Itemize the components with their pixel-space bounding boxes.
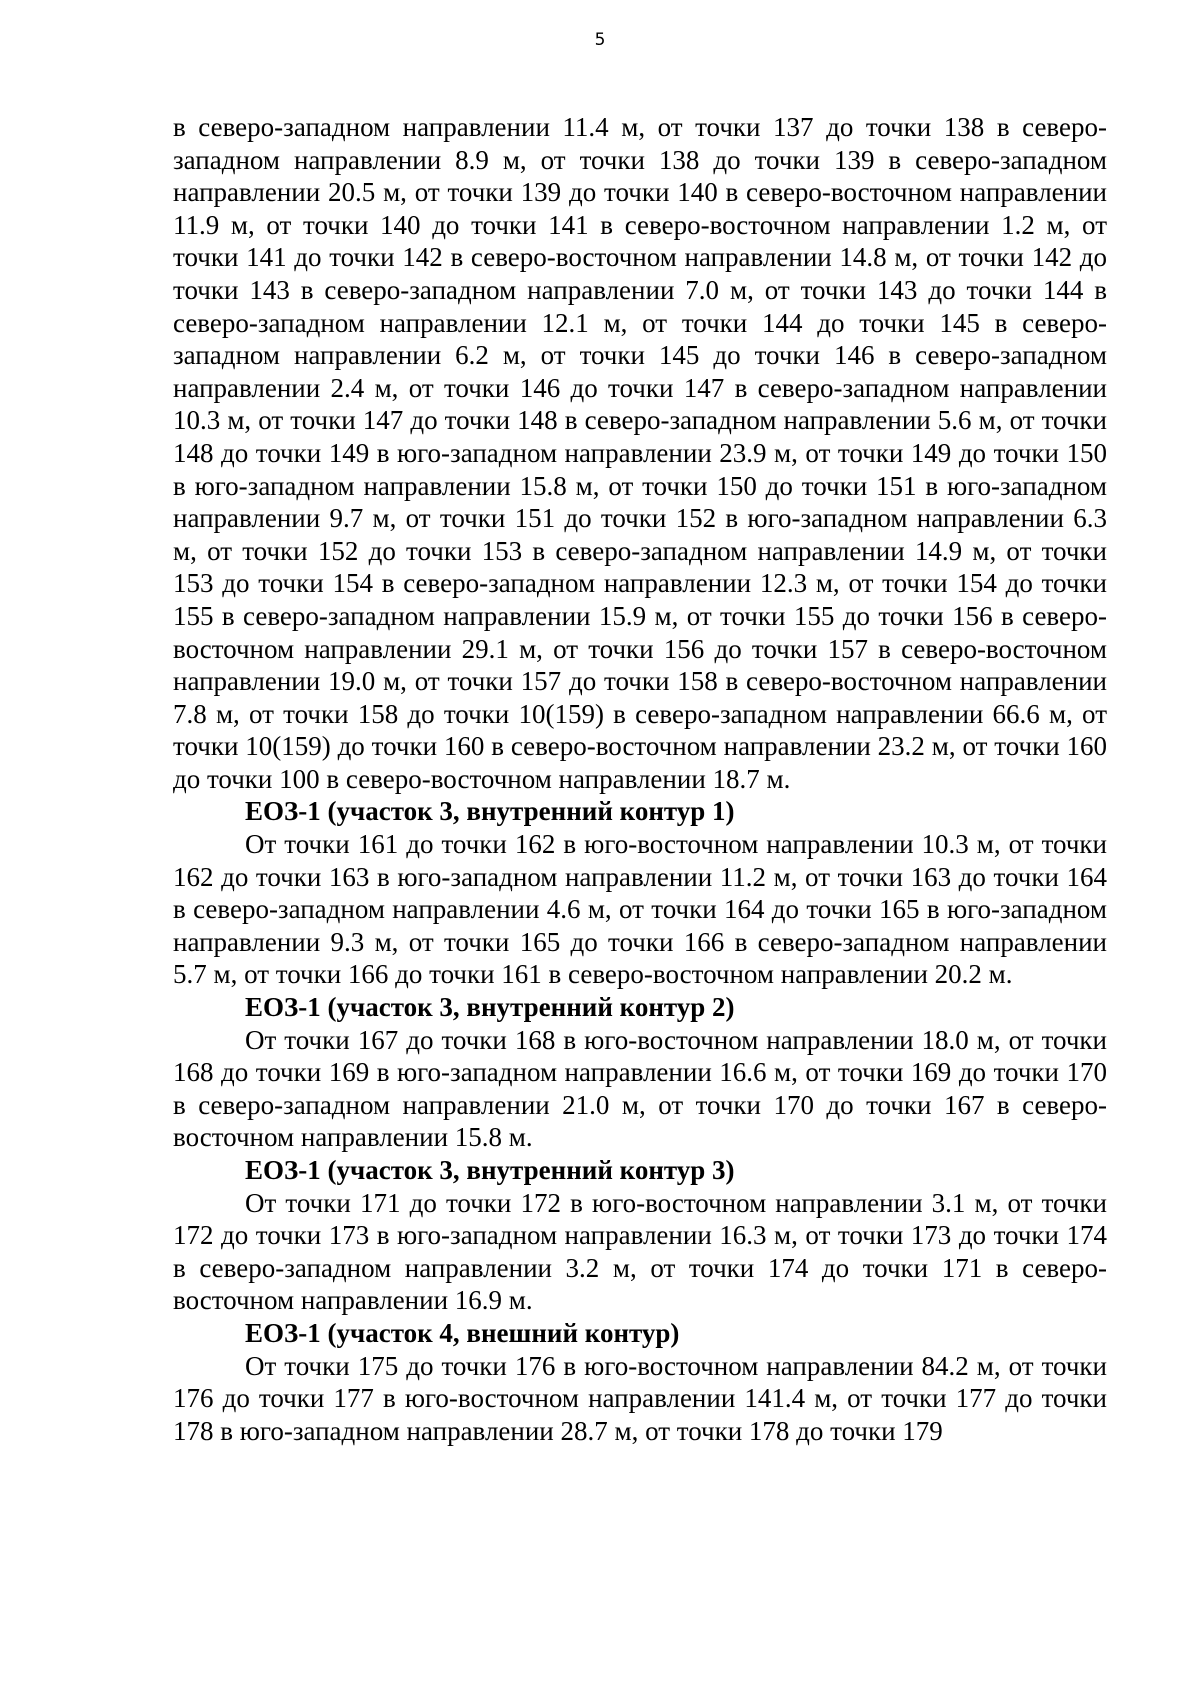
continuation-paragraph: в северо-западном направлении 11.4 м, от точки 137 до точки 138 в северо-западном направлении 8.9 м, от точки 138 до точки 139 в северо-западном направлении 20.5 м, от точки 139 до точки 140 в северо-восточном направлении 11.9 м, от точки 140 до точки 141 в северо-восточном направлении 1.2 м, от точки 141 до точки 142 в северо-восточном направлении 14.8 м, от точки 142 до точки 143 в северо-западном направлении 7.0 м, от точки 143 до точки 144 в северо-западном направлении 12.1 м, от точки 144 до точки 145 в северо-западном направлении 6.2 м, от точки 145 до точки 146 в северо-западном направлении 2.4 м, от точки 146 до точки 147 в северо-западном направлении 10.3 м, от точки 147 до точки 148 в северо-западном направлении 5.6 м, от точки 148 до точки 149 в юго-западном направлении 23.9 м, от точки 149 до точки 150 в юго-западном направлении 15.8 м, от точки 150 до точки 151 в юго-западном направлении 9.7 м, от точки 151 до точки 152 в юго-западном направлении 6.3 м, от точки 152 до точки 153 в северо-западном направлении 14.9 м, от точки 153 до точки 154 в северо-западном направлении 12.3 м, от точки 154 до точки 155 в северо-западном направлении 15.9 м, от точки 155 до точки 156 в северо-восточном направлении 29.1 м, от точки 156 до точки 157 в северо-восточном направлении 19.0 м, от точки 157 до точки 158 в северо-восточном направлении 7.8 м, от точки 158 до точки 10(159) в северо-западном направлении 66.6 м, от точки 10(159) до точки 160 в северо-восточном направлении 23.2 м, от точки 160 до точки 100 в северо-восточном направлении 18.7 м.: [173, 112, 1107, 794]
section-paragraph-1: От точки 161 до точки 162 в юго-восточном направлении 10.3 м, от точки 162 до точки 163 в юго-западном направлении 11.2 м, от точки 163 до точки 164 в северо-западном направлении 4.6 м, от точки 164 до точки 165 в юго-западном направлении 9.3 м, от точки 165 до точки 166 в северо-западном направлении 5.7 м, от точки 166 до точки 161 в северо-восточном направлении 20.2 м.: [173, 829, 1107, 990]
section-paragraph-3: От точки 171 до точки 172 в юго-восточном направлении 3.1 м, от точки 172 до точки 173 в юго-западном направлении 16.3 м, от точки 173 до точки 174 в северо-западном направлении 3.2 м, от точки 174 до точки 171 в северо-восточном направлении 16.9 м.: [173, 1187, 1107, 1316]
section-heading-3: ЕОЗ-1 (участок 3, внутренний контур 3): [245, 1155, 735, 1185]
page-number: 5: [594, 30, 606, 50]
section-paragraph-2: От точки 167 до точки 168 в юго-восточном направлении 18.0 м, от точки 168 до точки 169 в юго-западном направлении 16.6 м, от точки 169 до точки 170 в северо-западном направлении 21.0 м, от точки 170 до точки 167 в северо-восточном направлении 15.8 м.: [173, 1024, 1107, 1153]
section-paragraph-4: От точки 175 до точки 176 в юго-восточном направлении 84.2 м, от точки 176 до точки 177 в юго-восточном направлении 141.4 м, от точки 177 до точки 178 в юго-западном направлении 28.7 м, от точки 178 до точки 179: [173, 1350, 1107, 1446]
section-heading-2: ЕОЗ-1 (участок 3, внутренний контур 2): [245, 992, 735, 1023]
section-heading-4: ЕОЗ-1 (участок 4, внешний контур): [245, 1317, 680, 1348]
section-heading-1: ЕОЗ-1 (участок 3, внутренний контур 1): [245, 796, 735, 827]
document-body: [173, 111, 1107, 1447]
